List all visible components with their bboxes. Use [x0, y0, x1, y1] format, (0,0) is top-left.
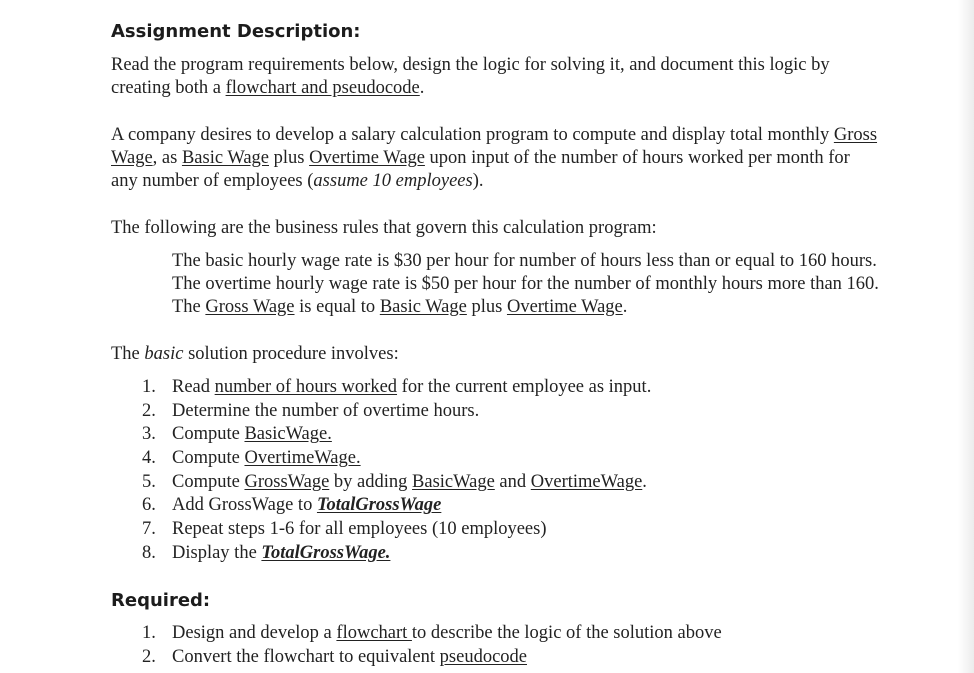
intro-period: .	[419, 78, 425, 98]
step-number: 4.	[142, 448, 156, 469]
assignment-title: Assignment Description:	[111, 21, 361, 42]
company-text: upon input of the number of hours worked per month for	[424, 148, 850, 168]
overtime-wage-link[interactable]: Overtime Wage	[309, 148, 425, 168]
step-text: for the current employee as input.	[397, 377, 652, 397]
overtime-wage-link[interactable]: Overtime Wage	[506, 297, 623, 317]
step-text: and	[494, 471, 531, 492]
rules-intro: The following are the business rules that govern this calculation program:	[111, 218, 657, 238]
step-text: Compute	[172, 471, 245, 492]
intro-line-2	[111, 77, 424, 100]
totalgrosswage-link[interactable]: TotalGrossWage.	[261, 542, 391, 563]
rule-2: The overtime hourly wage rate is $50 per hour for the number of monthly hours more than 160.	[172, 274, 879, 294]
step-text: Determine the number of overtime hours.	[172, 400, 480, 421]
required-title: Required:	[111, 590, 211, 611]
list-item	[142, 494, 651, 518]
number-of-hours-worked-link[interactable]: number of hours worked	[214, 377, 398, 397]
required-text: to describe the logic of the solution above	[411, 623, 722, 643]
company-text: , as	[152, 148, 182, 168]
overtimewage-link[interactable]: OvertimeWage.	[244, 448, 361, 469]
gross-link[interactable]: Gross	[833, 125, 878, 145]
basic-wage-link[interactable]: Basic Wage	[181, 148, 269, 168]
gross-wage-link[interactable]: Gross Wage	[205, 297, 295, 317]
list-item	[142, 447, 651, 471]
step-number: 5.	[142, 471, 156, 492]
required-number: 1.	[142, 623, 156, 643]
rule-text: is equal to	[294, 297, 380, 317]
rule-text: .	[622, 297, 628, 317]
list-item	[142, 400, 651, 424]
company-text: any number of employees (	[111, 171, 314, 191]
company-text: A company desires to develop a salary calculation program to compute and display total monthly	[111, 125, 834, 145]
step-text: Repeat steps 1-6 for all employees (10 employees)	[172, 519, 547, 540]
step-text: by adding	[329, 471, 413, 492]
step-text: Read	[172, 377, 215, 397]
procedure-text: solution procedure involves:	[183, 344, 399, 364]
rule-1: The basic hourly wage rate is $30 per hour for number of hours less than or equal to 160 hours.	[172, 251, 877, 271]
step-text: Display the	[172, 542, 262, 563]
overtimewage-link[interactable]: OvertimeWage	[530, 471, 643, 492]
procedure-steps-list	[142, 376, 651, 566]
grosswage-link[interactable]: GrossWage	[244, 471, 330, 492]
step-number: 7.	[142, 519, 156, 540]
assume-note: assume 10 employees	[313, 171, 473, 191]
required-number: 2.	[142, 646, 156, 667]
list-item	[142, 622, 722, 646]
basicwage-link[interactable]: BasicWage.	[244, 424, 332, 445]
step-text: Compute	[172, 424, 245, 445]
company-line-3	[111, 170, 483, 193]
company-text: ).	[472, 171, 484, 191]
page-edge-shadow	[958, 0, 974, 673]
pseudocode-link[interactable]: pseudocode	[439, 646, 527, 667]
step-number: 3.	[142, 424, 156, 445]
rule-text: The	[172, 297, 206, 317]
step-number: 6.	[142, 495, 156, 516]
basic-wage-link[interactable]: Basic Wage	[379, 297, 467, 317]
list-item	[142, 542, 651, 566]
required-list	[142, 622, 722, 669]
company-line-1	[111, 124, 877, 147]
company-line-2	[111, 147, 850, 170]
procedure-text: The	[111, 344, 145, 364]
step-number: 1.	[142, 377, 156, 397]
list-item	[142, 471, 651, 495]
totalgrosswage-link[interactable]: TotalGrossWage	[316, 495, 442, 516]
list-item	[142, 518, 651, 542]
flowchart-link[interactable]: flowchart	[336, 623, 412, 643]
step-number: 8.	[142, 542, 156, 563]
step-text: Add GrossWage to	[172, 495, 317, 516]
rule-3	[172, 296, 627, 319]
basic-italic: basic	[144, 344, 184, 364]
basicwage-link[interactable]: BasicWage	[412, 471, 495, 492]
list-item	[142, 423, 651, 447]
procedure-intro	[111, 343, 399, 366]
flowchart-pseudocode-link[interactable]: flowchart and pseudocode	[225, 78, 420, 98]
required-text: Design and develop a	[172, 623, 337, 643]
step-text: .	[642, 471, 647, 492]
rule-text: plus	[466, 297, 507, 317]
list-item	[142, 646, 722, 670]
required-text: Convert the flowchart to equivalent	[172, 646, 440, 667]
list-item	[142, 376, 651, 400]
step-text: Compute	[172, 448, 245, 469]
wage-link[interactable]: Wage	[111, 148, 153, 168]
company-text: plus	[269, 148, 310, 168]
intro-line-1: Read the program requirements below, design the logic for solving it, and document this logic by	[111, 55, 830, 75]
intro-text: creating both a	[111, 78, 226, 98]
step-number: 2.	[142, 400, 156, 421]
